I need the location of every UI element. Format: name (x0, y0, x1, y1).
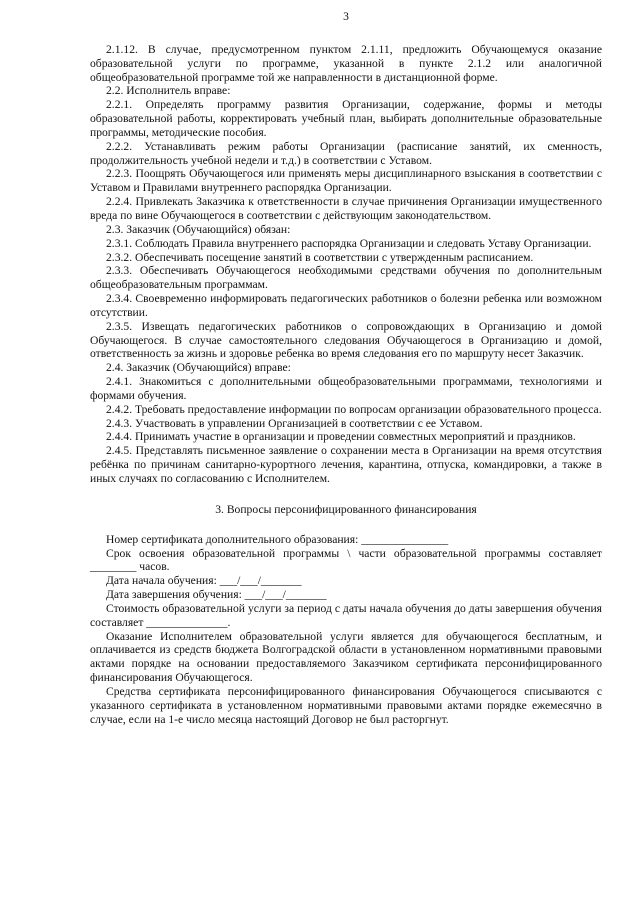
paragraph-2-4-1: 2.4.1. Знакомиться с дополнительными общеобразовательными программами, технологиями и формами обучения. (90, 375, 602, 402)
end-date-line: Дата завершения обучения: ___/___/_______ (106, 588, 327, 602)
paragraph-2-4-3: 2.4.3. Участвовать в управлении Организацией в соответствии с ее Уставом. (106, 416, 483, 430)
paragraph-2-1-12: 2.1.12. В случае, предусмотренном пунктом 2.1.11, предложить Обучающемуся оказание образовательной услуги по программе, указанной в пункте 2.1.2 или аналогичной общеобразовательной программе той же направленности в дистанционной форме. (90, 42, 602, 84)
paragraph-2-2-4: 2.2.4. Привлекать Заказчика к ответственности в случае причинения Организации имущественного вреда по вине Обучающегося в соответствии с действующим законодательством. (90, 195, 602, 222)
program-duration-line: Срок освоения образовательной программы \ части образовательной программы составляет ________ часов. (90, 546, 602, 574)
paragraph-2-4-4: 2.4.4. Принимать участие в организации и проведении совместных мероприятий и праздников. (106, 430, 576, 444)
paragraph-2-2-3: 2.2.3. Поощрять Обучающегося или применять меры дисциплинарного взыскания в соответствии с Уставом и Правилами внутреннего распорядка Организации. (90, 167, 602, 195)
paragraph-2-3-4: 2.3.4. Своевременно информировать педагогических работников о болезни ребенка или возможном отсутствии. (90, 292, 602, 319)
paragraph-2-4: 2.4. Заказчик (Обучающийся) вправе: (106, 361, 291, 375)
start-date-line: Дата начала обучения: ___/___/_______ (106, 574, 302, 588)
paragraph-2-3-3: 2.3.3. Обеспечивать Обучающегося необходимыми средствами обучения по дополнительным общеобразовательным программам. (90, 264, 602, 292)
paragraph-2-2-2: 2.2.2. Устанавливать режим работы Организации (расписание занятий, их сменность, продолжительность учебной недели и т.д.) в соответствии с Уставом. (90, 139, 602, 167)
paragraph-2-4-2: 2.4.2. Требовать предоставление информации по вопросам организации образовательного процесса. (106, 402, 602, 416)
paragraph-2-3-2: 2.3.2. Обеспечивать посещение занятий в соответствии с утвержденным расписанием. (106, 250, 534, 264)
paragraph-2-3-1: 2.3.1. Соблюдать Правила внутреннего распорядка Организации и следовать Уставу Организации. (106, 236, 592, 250)
paragraph-2-2-1: 2.2.1. Определять программу развития Организации, содержание, формы и методы образовательной работы, корректировать учебный план, выбирать дополнительные образовательные программы, методические пособия. (90, 98, 602, 139)
certificate-number-line: Номер сертификата дополнительного образования: _______________ (106, 532, 449, 546)
paragraph-2-2: 2.2. Исполнитель вправе: (106, 84, 231, 98)
paragraph-2-4-5: 2.4.5. Представлять письменное заявление о сохранении места в Организации на время отсутствия ребёнка по причинам санитарно-курортного лечения, карантина, отпуска, командировки, а также в иных случаях по согласованию с Исполнителем. (90, 444, 602, 485)
free-service-paragraph: Оказание Исполнителем образовательной услуги является для обучающегося бесплатным, и оплачивается из средств бюджета Волгоградской области в установленном нормативными правовыми актами порядке на основании предоставляемого Заказчиком сертификата персонифицированного финансирования Обучающегося. (90, 629, 602, 685)
paragraph-2-3: 2.3. Заказчик (Обучающийся) обязан: (106, 222, 291, 236)
document-page (90, 10, 602, 727)
page-number: 3 (343, 10, 349, 23)
section-heading: 3. Вопросы персонифицированного финансирования (215, 502, 477, 516)
certificate-funds-paragraph: Средства сертификата персонифицированного финансирования Обучающегося списываются с указанного сертификата в установленном нормативными правовыми актами порядке ежемесячно в случае, если на 1-е число месяца настоящий Договор не был расторгнут. (90, 684, 602, 726)
paragraph-2-3-5: 2.3.5. Извещать педагогических работников о сопровождающих в Организацию и домой Обучающегося. В случае самостоятельного следования Обучающегося в Организацию и домой, ответственность за жизнь и здоровье ребенка во время следования его по маршруту несет Заказчик. (90, 319, 602, 361)
service-cost-line: Стоимость образовательной услуги за период с даты начала обучения до даты завершения обучения составляет ______________. (90, 601, 602, 629)
